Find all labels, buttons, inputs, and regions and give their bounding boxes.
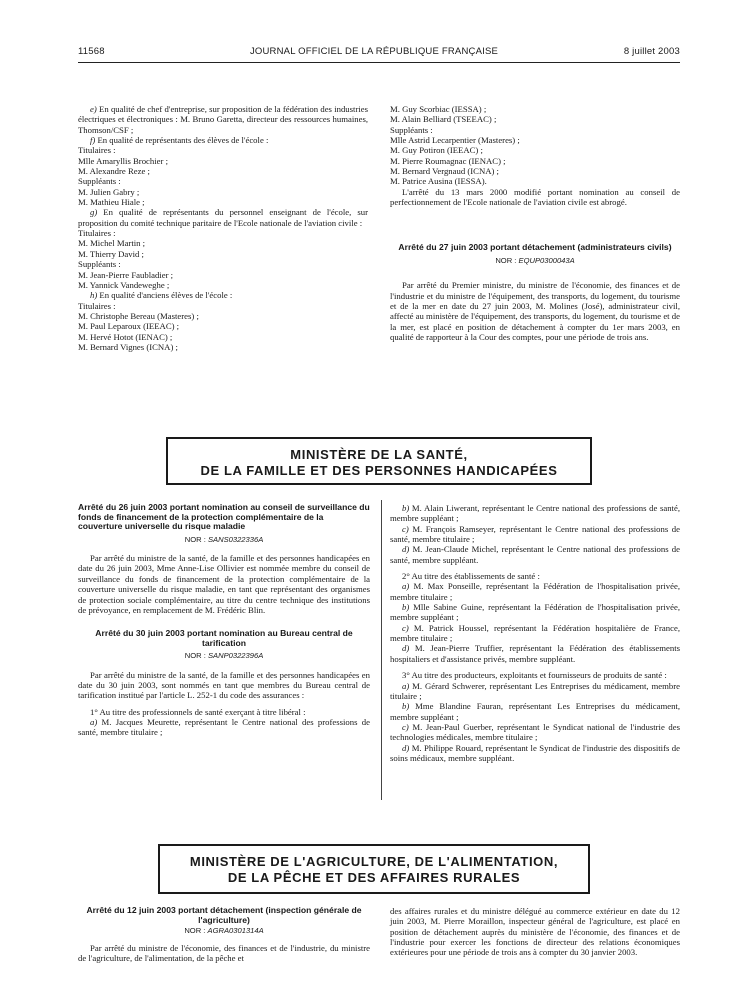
text-line <box>390 643 680 664</box>
text-line <box>78 238 368 248</box>
ministry-agriculture-line2: DE LA PÊCHE ET DES AFFAIRES RURALES <box>227 870 521 885</box>
arrete-12-juin-nor: NOR : AGRA0301314A <box>184 926 264 936</box>
text-line <box>390 571 680 581</box>
ministry-agriculture-banner <box>158 844 590 894</box>
item-marker: d) <box>402 643 410 654</box>
page-number: 11568 <box>78 46 105 57</box>
text-line <box>390 581 680 602</box>
item-text: M. Philippe Rouard, représentant le Syndicat de l'industrie des dispositifs de soins médicaux, membre suppléant. <box>390 742 680 763</box>
list-item: M. Bernard Vergnaud (ICNA) ; <box>390 166 499 177</box>
item-text: M. Jean-Pierre Faubladier ; <box>78 269 174 280</box>
item-marker: a) <box>402 680 410 691</box>
arrete-26-juin-text: Par arrêté du ministre de la santé, de la famille et des personnes handicapées en date du 26 juin 2003, Mme Anne-Lise Ollivier est nommée membre du conseil de surveillance du fonds de financement de la protection complémentaire de la couverture universelle du risque maladie, en tant que représentant des organismes de protection sociale complémentaire, au titre du centre technique des institutions de prévoyance, en remplacement de M. Frédéric Blin. <box>78 553 370 615</box>
text-line <box>78 332 368 342</box>
item-text: M. Michel Martin ; <box>78 238 146 249</box>
text-line <box>390 503 680 524</box>
item-text: M. Mathieu Hiale ; <box>78 197 145 208</box>
abrogation-paragraph: L'arrêté du 13 mars 2000 modifié portant nomination au conseil de perfectionnement de l'Ecole nationale de l'aviation civile est abrogé. <box>390 186 680 208</box>
item-text: M. Patrick Houssel, représentant la Fédération hospitalière de France, membre titulaire ; <box>390 622 680 644</box>
item-text: M. Paul Leparoux (IEEAC) ; <box>78 321 180 332</box>
item-marker: b) <box>402 701 410 712</box>
list-item: M. Pierre Roumagnac (IENAC) ; <box>390 155 506 166</box>
item-text: Suppléants : <box>78 176 121 187</box>
item-text: M. Gérard Schwerer, représentant Les Entreprises du médicament, membre titulaire ; <box>390 680 680 701</box>
item-marker: e) <box>90 104 97 114</box>
item-text: M. Alexandre Reze ; <box>78 166 150 177</box>
text-line <box>390 544 680 565</box>
section3-left-column <box>78 906 370 963</box>
ministry-agriculture-line1: MINISTÈRE DE L'AGRICULTURE, DE L'ALIMENTATION, <box>189 854 559 869</box>
ministry-sante-banner <box>166 437 592 485</box>
item-text: M. Christophe Bereau (Masteres) ; <box>78 310 199 321</box>
issue-date: 8 juillet 2003 <box>623 46 680 57</box>
text-line <box>390 623 680 644</box>
item-professionnels: 1° Au titre des professionnels de santé exerçant à titre libéral : <box>90 706 306 717</box>
section3-right-column <box>390 906 680 958</box>
item-marker: f) <box>90 135 96 146</box>
item-marker: c) <box>402 523 409 534</box>
arrete-26-juin-title: Arrêté du 26 juin 2003 portant nomination au conseil de surveillance du fonds de financement de la protection complémentaire de la couverture universelle du risque maladie <box>78 502 370 532</box>
text-line <box>78 280 368 290</box>
item-marker: d) <box>402 742 410 753</box>
item-text: M. Hervé Hotot (IENAC) ; <box>78 331 173 342</box>
text-line <box>390 722 680 743</box>
item-meurette: a) M. Jacques Meurette, représentant le Centre national des professions de santé, membre titulaire ; <box>78 717 370 738</box>
item-text: 3° Au titre des producteurs, exploitants et fournisseurs de produits de santé : <box>402 670 667 681</box>
text-line <box>78 166 368 176</box>
list-item: M. Guy Potiron (IEEAC) ; <box>390 145 483 156</box>
item-text: Mlle Sabine Guine, représentant la Fédération de l'hospitalisation privée, membre suppléant ; <box>390 602 680 623</box>
arrete-30-juin-nor: NOR : SANP0322396A <box>184 651 264 661</box>
item-text: Mlle Amaryllis Brochier ; <box>78 155 168 166</box>
item-text: En qualité de chef d'entreprise, sur proposition de la fédération des industries électriques et électroniques : M. Bruno Garetta, directeur des ressources humaines, Thomson/CSF ; <box>78 104 368 135</box>
item-text: M. Thierry David ; <box>78 248 144 259</box>
text-line <box>78 270 368 280</box>
item-text: M. Max Ponseille, représentant la Fédération de l'hospitalisation privée, membre titulaire ; <box>390 581 680 602</box>
item-marker: b) <box>402 602 410 613</box>
text-line <box>78 228 368 238</box>
text-line <box>390 602 680 623</box>
item-text: M. Alain Liwerant, représentant le Centre national des professions de santé, membre suppléant ; <box>390 503 680 524</box>
item-text: Mme Blandine Fauran, représentant Les Entreprises du médicament, membre suppléant ; <box>390 701 680 722</box>
arrete-27-juin-nor: NOR : EQUP0300043A <box>495 256 575 266</box>
text-line <box>78 156 368 166</box>
item-text: Titulaires : <box>78 145 116 156</box>
section2-left-column <box>78 503 370 738</box>
item-marker: h) <box>90 290 98 301</box>
item-marker: a) <box>402 581 410 592</box>
item-text: M. Jean-Pierre Truffier, représentant la Fédération des établissements hospitaliers et d'assistance privés, membre suppléant. <box>390 643 680 664</box>
journal-title: JOURNAL OFFICIEL DE LA RÉPUBLIQUE FRANÇAISE <box>249 46 499 57</box>
item-marker: g) <box>90 207 98 218</box>
column-divider <box>381 500 382 800</box>
section2-right-column <box>390 503 680 763</box>
text-line <box>78 207 368 228</box>
item-text: M. Julien Gabry ; <box>78 186 140 197</box>
text-line <box>78 342 368 352</box>
text-line <box>390 524 680 545</box>
section1-left-column <box>78 104 368 352</box>
item-text: 2° Au titre des établissements de santé : <box>402 571 540 582</box>
text-line <box>78 197 368 207</box>
text-line <box>78 311 368 321</box>
suppleants-list <box>390 104 680 187</box>
item-text: Titulaires : <box>78 228 116 239</box>
text-line <box>78 135 368 145</box>
item-text: Suppléants : <box>78 259 121 270</box>
arrete-30-juin-title: Arrêté du 30 juin 2003 portant nomination au Bureau central de tarification <box>95 628 353 648</box>
arrete-12-juin-title: Arrêté du 12 juin 2003 portant détachement (inspection générale de l'agriculture) <box>86 905 362 925</box>
arrete-12-juin-text-end: des affaires rurales et du ministre délégué au commerce extérieur en date du 12 juin 2003, M. Pierre Moraillon, inspecteur général de l'agriculture, est placé en position de détachement auprès du ministère de l'économie, des finances et de l'industrie pour exercer les fonctions de directeur des relations économiques extérieures pour une période de trois ans à compter du 30 janvier 2003. <box>390 906 680 958</box>
list-item: Mlle Astrid Lecarpentier (Masteres) ; <box>390 135 520 146</box>
list-item: M. Guy Scorbiac (IESSA) ; <box>390 104 487 114</box>
item-text: M. François Ramseyer, représentant le Centre national des professions de santé, membre titulaire ; <box>390 523 680 545</box>
text-line <box>390 701 680 722</box>
item-marker: c) <box>402 721 409 732</box>
text-line <box>78 187 368 197</box>
arrete-27-juin-text: Par arrêté du Premier ministre, du ministre de l'économie, des finances et de l'industrie et du ministre de l'équipement, des transports, du logement, du tourisme et de la mer en date du 27 juin 2003, M. Molines (José), administrateur civil, affecté au ministère de l'équipement, des transports, du logement, du tourisme et de la mer, est placé en position de détachement à compter du 1er mars 2003, en qualité de rapporteur à la Cour des comptes, pour une période de trois ans. <box>390 280 680 343</box>
item-text: En qualité de représentants du personnel enseignant de l'école, sur proposition du comité technique paritaire de l'Ecole nationale de l'aviation civile : <box>78 207 368 228</box>
text-line <box>78 301 368 311</box>
item-text: M. Jean-Paul Guerber, représentant le Syndicat national de l'industrie des technologies médicales, membre titulaire ; <box>390 721 680 743</box>
arrete-30-juin-text: Par arrêté du ministre de la santé, de la famille et des personnes handicapées en date du 30 juin 2003, sont nommés en tant que membres du Bureau central de tarification institué par l'article L. 252-1 du code des assurances : <box>78 669 370 701</box>
header-rule <box>78 62 680 63</box>
item-text: Titulaires : <box>78 300 116 311</box>
ministry-sante-line1: MINISTÈRE DE LA SANTÉ, <box>290 447 468 462</box>
item-text: En qualité d'anciens élèves de l'école : <box>97 290 233 301</box>
section1-right-column <box>390 104 680 342</box>
text-line <box>78 104 368 135</box>
list-item: M. Alain Belliard (TSEEAC) ; <box>390 114 497 125</box>
item-marker: b) <box>402 503 410 513</box>
list-item: M. Patrice Ausina (IESSA). <box>390 176 487 187</box>
text-line <box>390 743 680 764</box>
item-text: M. Bernard Vignes (ICNA) ; <box>78 341 178 352</box>
item-marker: c) <box>402 622 409 633</box>
text-line <box>78 290 368 300</box>
text-line <box>78 145 368 155</box>
text-line <box>390 670 680 680</box>
text-line <box>78 259 368 269</box>
item-marker: d) <box>402 544 410 555</box>
item-text: M. Yannick Vandeweghe ; <box>78 279 170 290</box>
ministry-sante-line2: DE LA FAMILLE ET DES PERSONNES HANDICAPÉES <box>200 463 558 478</box>
arrete-12-juin-text-start: Par arrêté du ministre de l'économie, des finances et de l'industrie, du ministre de l'agriculture, de l'alimentation, de la pêche et <box>78 942 370 963</box>
arrete-26-juin-nor: NOR : SANS0322336A <box>184 534 264 544</box>
arrete-27-juin-title: Arrêté du 27 juin 2003 portant détachement (administrateurs civils) <box>398 242 672 253</box>
text-line <box>390 681 680 702</box>
list-item: Suppléants : <box>390 124 433 135</box>
text-line <box>78 321 368 331</box>
text-line <box>78 249 368 259</box>
text-line <box>78 176 368 186</box>
item-text: En qualité de représentants des élèves de l'école : <box>95 135 269 146</box>
item-text: M. Jean-Claude Michel, représentant le Centre national des professions de santé, membre suppléant. <box>390 544 680 565</box>
